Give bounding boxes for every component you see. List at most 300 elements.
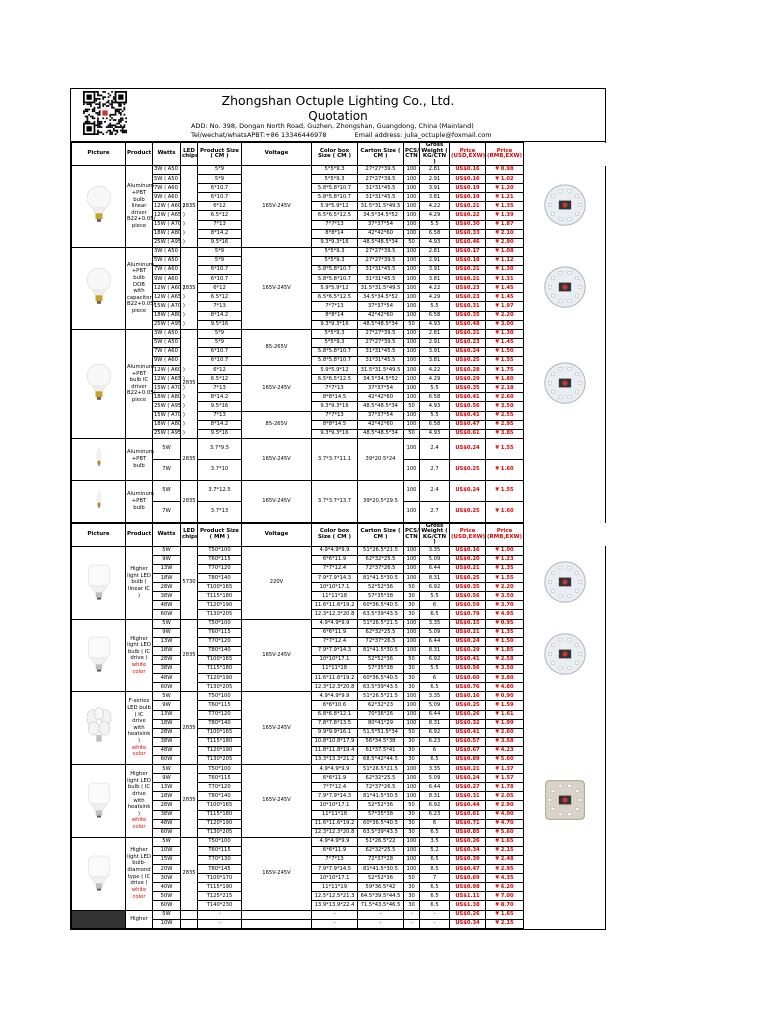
product-size-cell: T70*120 [198,637,242,646]
product-size-cell: 6.5*12 [198,375,242,384]
color-box-cell: 7*7*12.4 [312,565,358,574]
price-usd-cell: US$0.21 [450,202,486,211]
product-name [126,765,153,838]
watts-cell: 9W [153,628,181,637]
watts-cell: 7W ( A60 ) [153,184,181,193]
pcs-cell: 30 [404,674,420,683]
price-rmb-cell: ¥ 5.60 [486,828,524,837]
carton-size-cell: 27*27*39.5 [358,256,404,265]
price-usd-cell: US$0.89 [450,755,486,764]
carton-size-cell: 51*26.5*21.5 [358,765,404,774]
color-box-cell: 5*5*9.3 [312,175,358,184]
watts-cell: 9W [153,555,181,564]
product-name-text: Higher light LED bulb- diamond type ( IC drive ) [127,847,151,887]
price-usd-cell: US$0.23 [450,293,486,302]
led-chip-cell: 5730 [181,546,198,619]
product-size-cell: T80*140 [198,574,242,583]
led-chip-cell: 2835 [181,329,198,438]
pcs-cell: 30 [404,810,420,819]
carton-size-cell: 68.5*42*44.5 [358,755,404,764]
column-header: Price (USD,EXW) [450,523,486,546]
product-photo [72,910,126,928]
price-rmb-cell: ¥ 1.80 [486,375,524,384]
watts-cell: 5W [153,910,181,919]
pcs-cell: 100 [404,701,420,710]
gross-weight-cell: 3.35 [420,546,450,555]
carton-size-cell: 31*31*45.5 [358,266,404,275]
watts-cell: 9W ( A60 ) [153,356,181,365]
product-name: Aluminum +PBT bulb [126,438,153,480]
price-rmb-cell: ¥ 1.55 [486,574,524,583]
price-rmb-cell: ¥ 2.95 [486,865,524,874]
carton-size-cell: 51*26.5*22 [358,837,404,846]
led-chip-cell: 2835 [181,837,198,910]
product-size-cell: 6*10.7 [198,275,242,284]
price-rmb-cell: ¥ 1.55 [486,356,524,365]
color-box-cell: 5.9*5.9*12 [312,366,358,375]
carton-size-cell: 81*41.5*30.5 [358,865,404,874]
watts-cell: 48W [153,819,181,828]
price-usd-cell: US$0.71 [450,819,486,828]
color-box-cell: 12.3*12.3*20.8 [312,683,358,692]
gross-weight-cell: 6.5 [420,683,450,692]
carton-size-cell: 81*41.5*30.5 [358,646,404,655]
voltage-cell: 165V-245V [242,692,312,765]
price-rmb-cell: ¥ 1.65 [486,837,524,846]
price-usd-cell: US$0.24 [450,774,486,783]
pcs-cell: 100 [404,175,420,184]
watts-cell: 12W ( A65 ) [153,375,181,384]
product-size-cell: 6*12 [198,366,242,375]
watts-cell: 3W ( A50 ) [153,329,181,338]
product-name [126,546,153,619]
pcs-cell: 50 [404,655,420,664]
column-header: Watts [153,143,181,166]
carton-size-cell: 31*31*45.5 [358,347,404,356]
carton-size-cell: 57*35*38 [358,592,404,601]
pcs-cell: 100 [404,646,420,655]
table-row [72,765,606,774]
gross-weight-cell: 2.81 [420,329,450,338]
price-rmb-cell: ¥ 1.57 [486,774,524,783]
product-size-cell: 5*9 [198,256,242,265]
carton-size-cell: 62*32*23 [358,701,404,710]
gross-weight-cell: 4.22 [420,202,450,211]
price-usd-cell: US$0.59 [450,601,486,610]
watts-cell: 28W [153,728,181,737]
product-size-cell: T140*230 [198,901,242,910]
pcs-cell: 100 [404,293,420,302]
table-row [72,619,606,628]
gross-weight-cell: 6.58 [420,229,450,238]
table-row [72,166,606,175]
price-rmb-cell: ¥ 1.12 [486,256,524,265]
gross-weight-cell: 6.92 [420,655,450,664]
color-box-cell: 5.8*5.8*10.7 [312,275,358,284]
product-size-cell: 9.5*16 [198,238,242,247]
price-usd-cell: US$0.25 [450,356,486,365]
watts-cell: 5W [153,546,181,555]
carton-size-cell: 27*27*39.5 [358,166,404,175]
carton-size-cell: 60*36.5*40.5 [358,674,404,683]
price-rmb-cell: ¥ 7.00 [486,892,524,901]
color-box-cell: 13.9*13.9*22.4 [312,901,358,910]
price-rmb-cell: ¥ 1.45 [486,293,524,302]
gross-weight-cell: 6.92 [420,728,450,737]
column-header: Picture [72,143,126,166]
pcs-cell: 30 [404,665,420,674]
color-box-cell: 5*5*9.3 [312,247,358,256]
pcs-cell: 100 [404,284,420,293]
color-box-cell: 4.9*4.9*9.9 [312,765,358,774]
price-usd-cell: US$0.21 [450,329,486,338]
gross-weight-cell: 5.5 [420,665,450,674]
price-usd-cell: US$0.32 [450,719,486,728]
pcs-cell: 100 [404,637,420,646]
gross-weight-cell: 4.22 [420,366,450,375]
watts-cell: 5W [153,837,181,846]
pcs-cell: 100 [404,220,420,229]
product-size-cell: T115*180 [198,665,242,674]
price-usd-cell: US$0.25 [450,701,486,710]
watts-cell: 38W [153,592,181,601]
gross-weight-cell: 4.29 [420,211,450,220]
product-size-cell: 6*12 [198,202,242,211]
led-chip-cell: 2835 [181,765,198,838]
carton-size-cell: 31*31*45.5 [358,184,404,193]
price-rmb-cell: ¥ 1.45 [486,284,524,293]
price-rmb-cell: ¥ 2.10 [486,229,524,238]
gross-weight-cell: 4.93 [420,429,450,438]
carton-size-cell: 34.5*34.5*52 [358,375,404,384]
color-box-cell: 7*7*13 [312,856,358,865]
pcs-cell: 100 [404,480,420,501]
pcs-cell: 100 [404,783,420,792]
watts-cell: 48W [153,746,181,755]
price-usd-cell: US$0.16 [450,175,486,184]
voltage-cell: 165V-245V [242,837,312,910]
product-size-cell: T120*190 [198,601,242,610]
carton-size-cell: 59*36.5*42 [358,883,404,892]
pcs-cell: 100 [404,501,420,522]
price-usd-cell: US$0.61 [450,429,486,438]
price-rmb-cell: ¥ 1.60 [486,459,524,480]
product-size-cell: 5*9 [198,329,242,338]
price-rmb-cell: ¥ 1.35 [486,202,524,211]
product-size-cell: T115*190 [198,883,242,892]
price-rmb-cell: ¥ 3.58 [486,737,524,746]
watts-cell: 28W [153,655,181,664]
price-table-mm [71,523,606,929]
color-box-cell: 12.5*12.5*21.3 [312,892,358,901]
price-rmb-cell: ¥ 0.98 [486,166,524,175]
product-photo [72,247,126,329]
pcs-cell: 100 [404,247,420,256]
product-size-cell: 7*13 [198,411,242,420]
pcs-cell: - [404,910,420,919]
product-size-cell: T60*115 [198,846,242,855]
product-size-cell: 6*10.7 [198,356,242,365]
carton-size-cell: 62*32*25.5 [358,846,404,855]
voltage-cell: 165V-245V [242,480,312,522]
watts-cell: 13W [153,783,181,792]
price-usd-cell: US$0.24 [450,347,486,356]
product-photo [72,480,126,522]
watts-cell: 5W [153,765,181,774]
price-rmb-cell: ¥ 1.61 [486,710,524,719]
product-color-note: white color [131,817,147,831]
watts-cell: 25W ( A95 ) [153,238,181,247]
pcs-cell: 100 [404,275,420,284]
price-rmb-cell: ¥ 3.70 [486,601,524,610]
led-chip-cell: 2835 [181,438,198,480]
price-usd-cell: US$0.67 [450,746,486,755]
color-box-cell: 5*5*9.3 [312,329,358,338]
pcs-cell: 100 [404,366,420,375]
carton-size-cell: 34.5*34.5*52 [358,293,404,302]
color-box-cell: 6.5*6.5*12.5 [312,375,358,384]
gross-weight-cell: 5.5 [420,592,450,601]
pcs-cell: 100 [404,211,420,220]
pcs-cell: 100 [404,184,420,193]
price-rmb-cell: ¥ 1.08 [486,247,524,256]
product-name: Aluminum +PBT bulb linear driver B22+0.05/ piece [126,166,153,248]
table-row [72,910,606,919]
color-box-cell: 7.9*7.9*14.3 [312,574,358,583]
carton-size-cell: 81*41.5*30.5 [358,574,404,583]
product-photo [72,619,126,692]
watts-cell: 7W [153,501,181,522]
carton-size-cell: 60*36.5*40.5 [358,601,404,610]
column-header: Carton Size ( CM ) [358,523,404,546]
pcs-cell: 30 [404,828,420,837]
gross-weight-cell: 3.91 [420,184,450,193]
price-rmb-cell: ¥ 1.59 [486,701,524,710]
pcs-cell: 100 [404,420,420,429]
product-color-note: white color [131,744,147,758]
pcs-cell: 30 [404,737,420,746]
contact-line [191,131,492,139]
voltage-cell: 220V [242,546,312,619]
watts-cell: 18W [153,646,181,655]
price-rmb-cell: ¥ 1.02 [486,175,524,184]
telephone: Tel/wechat/whatsAPBT:+86 13346446978 [191,131,327,139]
column-header: Product Size ( CM ) [198,143,242,166]
price-usd-cell: US$0.24 [450,480,486,501]
watts-cell: 12W ( A60 ) [153,202,181,211]
watts-cell: 28W [153,801,181,810]
watts-cell: 60W [153,683,181,692]
watts-cell: 48W [153,674,181,683]
gross-weight-cell: 6.5 [420,755,450,764]
color-box-cell: 7.9*7.9*14.5 [312,865,358,874]
price-rmb-cell: ¥ 1.23 [486,555,524,564]
price-rmb-cell: ¥ 1.97 [486,302,524,311]
color-box-cell: 6.5*6.5*12.5 [312,211,358,220]
product-photo [72,329,126,438]
led-chip-cell [181,919,198,928]
voltage-cell: 165V-245V [242,438,312,480]
color-box-cell: 8*8*14.5 [312,393,358,402]
gross-weight-cell: 6.5 [420,883,450,892]
driver-board-photo [524,329,606,438]
column-header: Voltage [242,523,312,546]
product-size-cell: T70*130 [198,856,242,865]
price-rmb-cell: ¥ 3.80 [486,674,524,683]
column-header: LED chips [181,523,198,546]
price-rmb-cell: ¥ 2.48 [486,856,524,865]
gross-weight-cell: 5.09 [420,774,450,783]
pcs-cell: 100 [404,574,420,583]
product-size-cell: 9.5*16 [198,320,242,329]
watts-cell: 5W [153,692,181,701]
price-rmb-cell: ¥ 4.00 [486,810,524,819]
price-rmb-cell: ¥ 1.35 [486,628,524,637]
gross-weight-cell: 3.81 [420,275,450,284]
color-box-cell: 7.8*7.8*13.5 [312,719,358,728]
price-rmb-cell: ¥ 2.60 [486,393,524,402]
product-size-cell: T120*190 [198,746,242,755]
column-header: PCS/ CTN [404,143,420,166]
product-size-cell: T60*115 [198,628,242,637]
pcs-cell: 100 [404,846,420,855]
price-usd-cell: US$0.98 [450,883,486,892]
carton-size-cell: 31.5*31.5*49.5 [358,202,404,211]
watts-cell: 18W [153,719,181,728]
color-box-cell: 11.8*11.8*19.4 [312,746,358,755]
price-usd-cell: US$0.41 [450,728,486,737]
gross-weight-cell: 6.92 [420,583,450,592]
color-box-cell: 9.3*9.3*16 [312,320,358,329]
product-size-cell: 5*9 [198,247,242,256]
color-box-cell: 7*7*13 [312,411,358,420]
price-usd-cell: US$0.22 [450,211,486,220]
voltage-cell [242,910,312,919]
price-rmb-cell: ¥ 8.70 [486,901,524,910]
blank-photo-cell [524,438,606,480]
gross-weight-cell: 2.4 [420,480,450,501]
pcs-cell: 50 [404,238,420,247]
carton-size-cell: 27*27*39.5 [358,247,404,256]
table-row [72,329,606,338]
pcs-cell: 100 [404,329,420,338]
carton-size-cell: 72*37*26.5 [358,783,404,792]
product-size-cell: 9.5*16 [198,429,242,438]
price-rmb-cell: ¥ 2.55 [486,411,524,420]
color-box-cell: 5.8*5.8*10.7 [312,266,358,275]
pcs-cell: 100 [404,438,420,459]
price-rmb-cell: ¥ 4.80 [486,683,524,692]
product-name [126,619,153,692]
price-usd-cell: US$0.27 [450,783,486,792]
price-usd-cell: US$0.34 [450,846,486,855]
carton-size-cell: - [358,919,404,928]
carton-size-cell: 52*52*36 [358,655,404,664]
column-header: Gross Weight ( KG/CTN ) [421,142,448,165]
carton-size-cell: 62*32*25.5 [358,774,404,783]
product-photo [72,438,126,480]
gross-weight-cell: 6.23 [420,810,450,819]
color-box-cell: 11.6*11.6*19.2 [312,674,358,683]
gross-weight-cell: 6.5 [420,828,450,837]
pcs-cell: 100 [404,837,420,846]
column-header: Gross Weight ( KG/CTN ) [421,522,448,546]
product-photo [72,166,126,248]
carton-size-cell: 31*31*45.5 [358,275,404,284]
led-chip-cell: 2835 [181,619,198,692]
led-chip-cell: 2835 [181,166,198,248]
product-size-cell: T100*170 [198,874,242,883]
product-size-cell: T115*180 [198,592,242,601]
column-header: Watts [153,523,181,546]
pcs-cell: 100 [404,546,420,555]
carton-size-cell: 51.5*51.5*34 [358,728,404,737]
watts-cell: 30W [153,874,181,883]
color-box-cell: 5*5*9.3 [312,256,358,265]
product-size-cell: 5*9 [198,175,242,184]
product-size-cell: T125*215 [198,892,242,901]
watts-cell: 18W ( A80 ) [153,311,181,320]
pcs-cell: 100 [404,202,420,211]
product-size-cell: 6*10.7 [198,193,242,202]
price-usd-cell: US$0.47 [450,865,486,874]
product-size-cell: 7*13 [198,384,242,393]
table-row [72,480,606,501]
voltage-cell: 165V-245V [242,166,312,248]
price-rmb-cell: ¥ 0.95 [486,619,524,628]
watts-cell: 5W ( A50 ) [153,256,181,265]
color-box-cell: 12.3*12.3*20.8 [312,828,358,837]
carton-size-cell: 57*35*38 [358,810,404,819]
carton-size-cell: 31*31*45.5 [358,356,404,365]
price-rmb-cell: ¥ 1.87 [486,220,524,229]
watts-cell: 9W [153,701,181,710]
gross-weight-cell: 3.35 [420,765,450,774]
price-usd-cell: US$0.30 [450,220,486,229]
price-usd-cell: US$0.21 [450,565,486,574]
color-box-cell: 11.6*11.6*19.2 [312,819,358,828]
pcs-cell: 100 [404,710,420,719]
color-box-cell: 5.8*5.8*10.7 [312,184,358,193]
price-usd-cell: US$0.16 [450,692,486,701]
gross-weight-cell: 6.5 [420,892,450,901]
table-row [72,837,606,846]
color-box-cell: 4.9*4.9*9.9 [312,619,358,628]
gross-weight-cell: 8.31 [420,646,450,655]
product-size-cell: T60*115 [198,701,242,710]
product-size-cell: T50*100 [198,546,242,555]
gross-weight-cell: 5.5 [420,302,450,311]
table-row [72,692,606,701]
color-box-cell: 7*7*13 [312,384,358,393]
gross-weight-cell: 2.81 [420,247,450,256]
header-row [72,523,606,546]
column-header: Color box Size ( CM ) [312,523,358,546]
price-rmb-cell: ¥ 1.20 [486,184,524,193]
product-size-cell: 6*10.7 [198,266,242,275]
price-usd-cell: US$0.18 [450,256,486,265]
document-title: Quotation [308,109,368,123]
gross-weight-cell: 7 [420,874,450,883]
column-header: Product Size ( MM ) [198,523,242,546]
carton-size-cell: 52*52*36 [358,583,404,592]
price-usd-cell: US$0.25 [450,459,486,480]
watts-cell: 10W [153,846,181,855]
watts-cell: 25W ( A95 ) [153,320,181,329]
color-box-cell: 8*8*14 [312,229,358,238]
product-photo [72,546,126,619]
product-size-cell: T120*190 [198,674,242,683]
